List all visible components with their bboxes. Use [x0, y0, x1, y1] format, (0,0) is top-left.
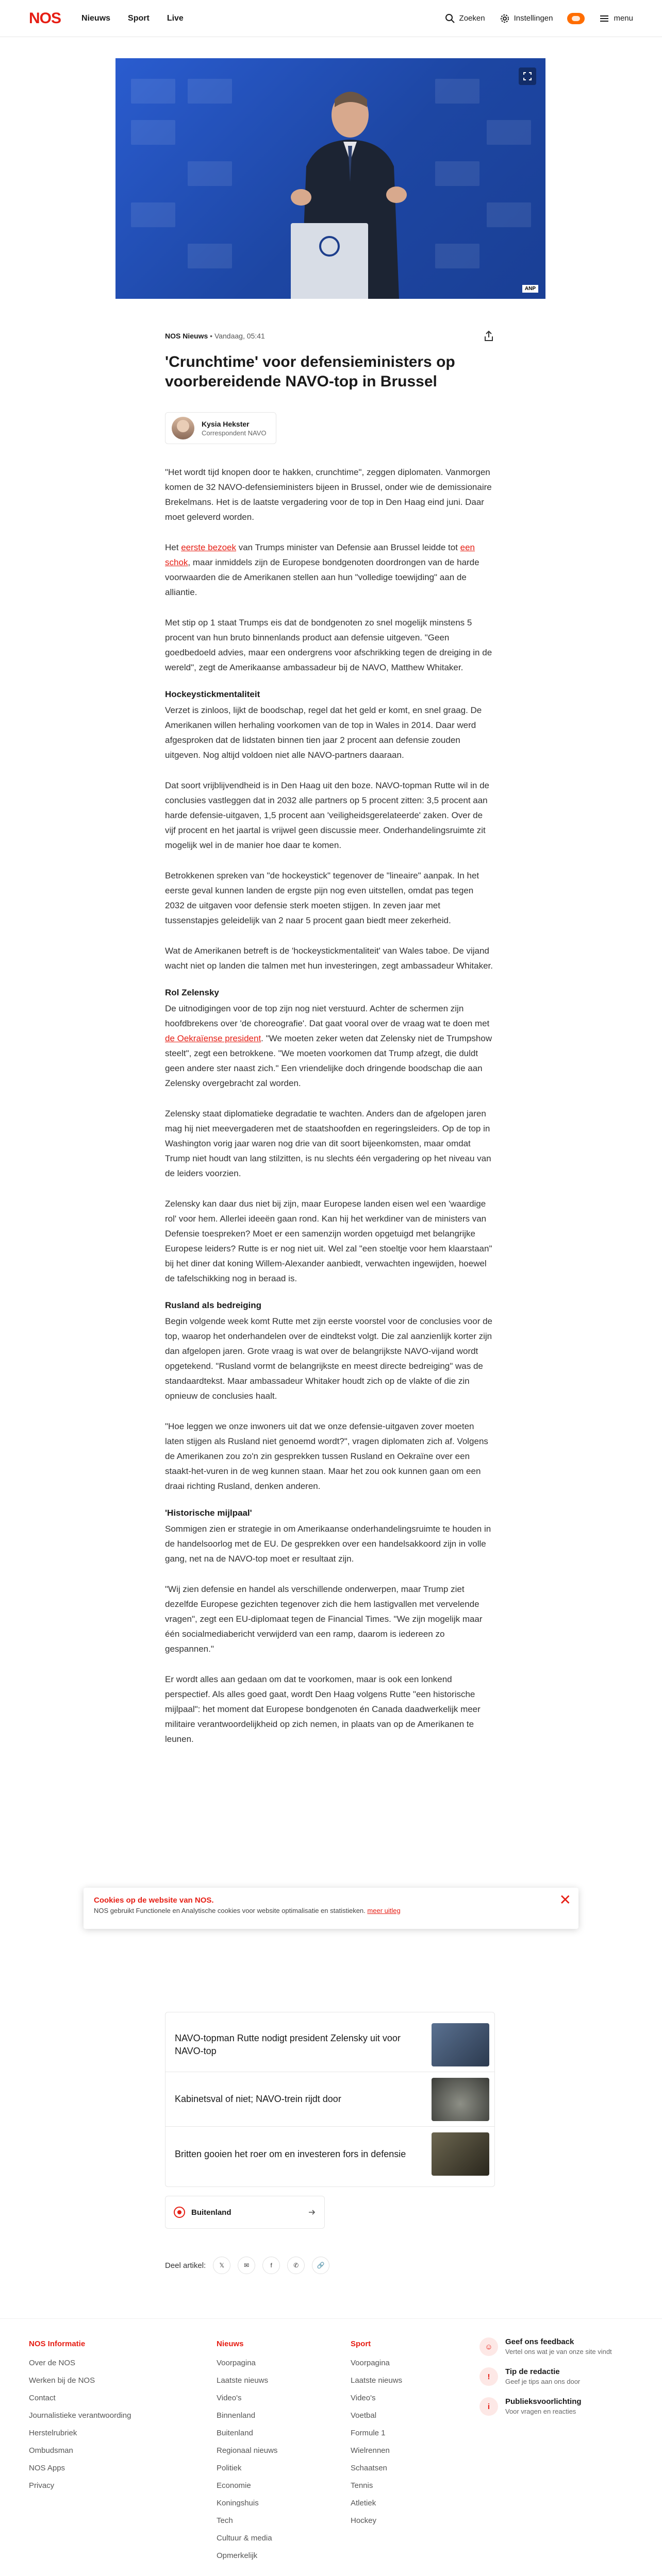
hamburger-icon — [599, 13, 609, 24]
footer-link[interactable]: Regionaal nieuws — [217, 2446, 278, 2455]
paragraph: Zelensky kan daar dus niet bij zijn, maar Europese landen eisen wel een 'waardige rol' voor hem. Allerlei ideeën gaan rond. Kan hij het werkdiner van de ministers van Defensie toespreken? Moet er een samenzijn worden opgetuigd met belangrijke Europese leiders? Rutte is er nog niet uit. Wel zal "een stoeltje voor hem klaarstaan" bij het diner dat koning Willem-Alexander aanbiedt, verwachten ingewijden, hoewel de tafelschikking nog in beraad is. — [165, 1199, 492, 1283]
subheading: 'Historische mijlpaal' — [165, 1508, 252, 1518]
cookie-title: Cookies op de website van NOS. — [94, 1896, 214, 1905]
site-header — [0, 0, 662, 37]
footer-link[interactable]: Atletiek — [351, 2499, 376, 2507]
footer-link[interactable]: Politiek — [217, 2464, 242, 2472]
footer-heading: Sport — [351, 2340, 371, 2348]
related-title: NAVO-topman Rutte nodigt president Zelensky uit voor NAVO-top — [175, 2032, 401, 2056]
footer-link[interactable]: Journalistieke verantwoording — [29, 2411, 131, 2420]
search-icon — [445, 13, 455, 24]
close-icon[interactable]: ✕ — [559, 1892, 571, 1908]
share-email-button[interactable]: ✉ — [238, 2257, 255, 2274]
paragraph: "Hoe leggen we onze inwoners uit dat we onze defensie-uitgaven zover moeten laten stijgen als Rusland niet genoemd wordt?", vragen diplomaten zich af. Volgens de Amerikanen zou zo'n zin gesprekken tussen Rusland en Oekraïne over een staakt-het-vuren in de weg kunnen staan. Maar het zou ook kunnen gaan om een draai richting Rusland, denken anderen. — [165, 1421, 488, 1491]
footer-link[interactable]: Hockey — [351, 2516, 377, 2525]
photo-credit: ANP — [522, 285, 538, 293]
tip-link[interactable]: ! Tip de redactie Geef je tips aan ons door — [479, 2367, 634, 2386]
fullscreen-icon — [523, 72, 532, 80]
nav-live[interactable]: Live — [167, 13, 184, 23]
related-article[interactable] — [166, 2127, 494, 2181]
footer-link[interactable]: Tech — [217, 2516, 233, 2525]
footer-link[interactable]: Voorpagina — [217, 2359, 256, 2367]
subheading: Hockeystickmentaliteit — [165, 689, 260, 699]
paragraph: Verzet is zinloos, lijkt de boodschap, regel dat het geld er komt, en snel graag. De Amerikanen willen herhaling voorkomen van de top in Wales in 2014. Daar werd afgesproken dat de lidstaten binnen tien jaar 2 procent aan defensie zouden uitgeven. Nog altijd voldoen niet alle NAVO-partners daaraan. — [165, 705, 482, 760]
live-icon — [572, 16, 580, 21]
article-source: NOS Nieuws — [165, 332, 208, 340]
related-thumbnail — [432, 2023, 489, 2066]
paragraph: "Wij zien defensie en handel als verschillende onderwerpen, maar Trump ziet dezelfde Europese gezichten tegenover zich die hem lastigvallen met vervelende vragen", zegt een EU-diplomaat tegen de Financial Times. "We zijn mogelijk maar één socialmediabericht verwijderd van een ramp, daarom is iedereen zo gespannen." — [165, 1584, 483, 1654]
footer-link[interactable]: Herstelrubriek — [29, 2429, 77, 2437]
nav-nieuws[interactable]: Nieuws — [81, 13, 111, 23]
paragraph: "Het wordt tijd knopen door te hakken, crunchtime", zeggen diplomaten. Vanmorgen komen de 32 NAVO-defensieministers bijeen in Brussel, onder wie de demissionaire Brekelmans. Het is de laatste vergadering voor de top in Den Haag eind juni. Daar moet geleverd worden. — [165, 467, 492, 522]
search-button[interactable] — [445, 13, 485, 24]
topic-tag-buitenland[interactable] — [165, 2196, 325, 2229]
nos-logo[interactable]: NOS — [29, 9, 61, 27]
article-meta: NOS Nieuws • Vandaag, 05:41 — [165, 332, 265, 340]
article-body — [165, 465, 495, 1747]
footer-link[interactable]: NOS Apps — [29, 2464, 65, 2472]
footer-link[interactable]: Wielrennen — [351, 2446, 390, 2455]
footer-link[interactable]: Voetbal — [351, 2411, 377, 2420]
cookie-text: NOS gebruikt Functionele en Analytische cookies voor website optimalisatie en statistieken. meer uitleg — [94, 1907, 401, 1914]
cookie-more-link[interactable]: meer uitleg — [367, 1907, 401, 1914]
footer-link[interactable]: Binnenland — [217, 2411, 256, 2420]
footer-link[interactable]: Video's — [351, 2394, 376, 2402]
related-article[interactable] — [166, 2018, 494, 2072]
inline-link[interactable]: een schok — [165, 543, 475, 567]
share-bar — [165, 2257, 329, 2274]
gear-icon — [500, 13, 510, 24]
footer-link[interactable]: Laatste nieuws — [351, 2376, 403, 2385]
share-icon[interactable] — [483, 330, 495, 342]
article-time: Vandaag, 05:41 — [214, 332, 265, 340]
footer-link[interactable]: Schaatsen — [351, 2464, 387, 2472]
expand-image-button[interactable] — [519, 67, 536, 85]
paragraph: Dat soort vrijblijvendheid is in Den Haag uit den boze. NAVO-topman Rutte wil in de conclusies vastleggen dat in 2032 alle partners op 5 procent zitten: 3,5 procent aan harde defensie-uitgaven, 1,5 procent aan 'veiligheidsgerelateerde' zaken. Over de vijf procent en het jaartal is vrijwel geen discussie meer. Onderhandelingsruimte zit mogelijk wel in de manier hoe daar te komen. — [165, 781, 489, 850]
author-role: Correspondent NAVO — [202, 429, 267, 437]
paragraph: Er wordt alles aan gedaan om dat te voorkomen, maar is ook een lonkend perspectief. Als alles goed gaat, wordt Den Haag volgens Rutte "een historische mijlpaal": het moment dat Europese bondgenoten én Canada daadwerkelijk meer militaire verantwoordelijkheid op zich nemen, in plaats van op de Amerikanen te leunen. — [165, 1674, 481, 1744]
footer-link[interactable]: Video's — [217, 2394, 242, 2402]
footer-link[interactable]: Laatste nieuws — [217, 2376, 269, 2385]
search-label: Zoeken — [459, 14, 485, 23]
paragraph: Begin volgende week komt Rutte met zijn eerste voorstel voor de conclusies voor de top, waarop het onderhandelen over de eindtekst volgt. Die zal aanzienlijk korter zijn dan afgelopen jaren. Grote vraag is wat over de belangrijkste NAVO-vijand wordt opgetekend. "Rusland vormt de belangrijkste en meest directe bedreiging" was de standaardtekst. Maar ambassadeur Whitaker houdt zich op de vlakte of die zin opnieuw de conclusies haalt. — [165, 1316, 492, 1401]
paragraph: De uitnodigingen voor de top zijn nog niet verstuurd. Achter de schermen zijn hoofdbrekens over 'de choreografie'. Dat gaat vooral over de vraag wat te doen met de Oekraïense president. "We moeten zeker weten dat Zelensky niet de Trumpshow steelt", zegt een betrokkene. "We moeten voorkomen dat Trump afzegt, die duldt geen andere ster naast zich." Een vriendelijke doch dringende boodschap die aan Zelensky overgebracht zal worden. — [165, 1004, 492, 1088]
info-icon: i — [479, 2397, 498, 2416]
subheading: Rol Zelensky — [165, 988, 219, 997]
tag-label: Buitenland — [191, 2208, 231, 2217]
related-thumbnail — [432, 2132, 489, 2176]
share-label: Deel artikel: — [165, 2261, 206, 2270]
footer-col-sport — [351, 2340, 402, 2530]
footer-link[interactable]: Privacy — [29, 2481, 55, 2490]
lightbulb-icon: ! — [479, 2367, 498, 2386]
footer-contact — [479, 2337, 634, 2427]
avatar — [172, 417, 194, 439]
related-article[interactable] — [166, 2072, 494, 2127]
footer-col-nieuws — [217, 2340, 277, 2565]
smiley-icon: ☺ — [479, 2337, 498, 2356]
paragraph: Betrokkenen spreken van "de hockeystick" tegenover de "lineaire" aanpak. In het eerste geval kunnen landen de ergste pijn nog even uitstellen, omdat pas tegen 2032 de uitgaven voor defensie sterk moeten stijgen. In zeven jaar met tussenstapjes geleidelijk van 2 naar 5 procent gaan biedt meer zekerheid. — [165, 871, 479, 925]
footer-link[interactable]: Contact — [29, 2394, 56, 2402]
settings-button[interactable] — [500, 13, 553, 24]
footer-heading: NOS Informatie — [29, 2340, 86, 2348]
paragraph: Zelensky staat diplomatieke degradatie te wachten. Anders dan de afgelopen jaren mag hij niet meevergaderen met de staatshoofden en regeringsleiders. Op de top in Washington vorig jaar waren nog drie van dit soort bijeenkomsten, maar omdat Trump niet houdt van lang stilzitten, is nu slechts één vergadering op het niveau van de leiders voorzien. — [165, 1109, 491, 1178]
footer-link[interactable]: Werken bij de NOS — [29, 2376, 95, 2385]
settings-label: Instellingen — [514, 14, 553, 23]
footer-col-info — [29, 2340, 131, 2495]
footer-link[interactable]: Tennis — [351, 2481, 373, 2490]
share-whatsapp-button[interactable]: ✆ — [287, 2257, 305, 2274]
article — [165, 330, 495, 1747]
paragraph: Wat de Amerikanen betreft is de 'hockeystickmentaliteit' van Wales taboe. De vijand wacht niet op landen die talmen met hun investeringen, zegt ambassadeur Whitaker. — [165, 946, 493, 971]
cookie-banner — [84, 1888, 578, 1929]
footer-link[interactable]: Cultuur & media — [217, 2534, 272, 2543]
inline-link[interactable]: eerste bezoek — [181, 543, 236, 552]
footer-link[interactable]: Opmerkelijk — [217, 2551, 258, 2560]
arrow-right-icon — [308, 2208, 316, 2216]
author-name: Kysia Hekster — [202, 419, 250, 428]
footer-link[interactable]: Over de NOS — [29, 2359, 76, 2367]
related-thumbnail — [432, 2078, 489, 2121]
site-footer — [0, 2318, 662, 2576]
share-x-button[interactable]: 𝕏 — [213, 2257, 230, 2274]
info-link[interactable]: i Publieksvoorlichting Voor vragen en reacties — [479, 2397, 634, 2416]
related-title: Kabinetsval of niet; NAVO-trein rijdt door — [175, 2094, 341, 2104]
footer-link[interactable]: Formule 1 — [351, 2429, 386, 2437]
hero-image — [115, 58, 545, 299]
share-facebook-button[interactable]: f — [262, 2257, 280, 2274]
author-card[interactable] — [165, 412, 276, 444]
footer-link[interactable]: Koningshuis — [217, 2499, 259, 2507]
subheading: Rusland als bedreiging — [165, 1300, 262, 1310]
paragraph: Met stip op 1 staat Trumps eis dat de bondgenoten zo snel mogelijk minstens 5 procent van hun bruto binnenlands product aan defensie uitgeven. "Geen goedbedoeld advies, maar een ondergrens voor afschrikking tegen de dreiging in de wereld", zegt de Amerikaanse ambassadeur bij de NAVO, Matthew Whitaker. — [165, 618, 492, 672]
live-toggle[interactable] — [567, 13, 585, 24]
footer-link[interactable]: Buitenland — [217, 2429, 253, 2437]
paragraph: Sommigen zien er strategie in om Amerikaanse onderhandelingsruimte te houden in de handelsoorlog met de EU. De gesprekken over een handelsakkoord zijn in volle gang, net na de NAVO-top moet er resultaat zijn. — [165, 1524, 491, 1564]
feedback-link[interactable]: ☺ Geef ons feedback Vertel ons wat je van onze site vindt — [479, 2337, 634, 2356]
related-articles — [165, 2012, 495, 2187]
footer-link[interactable]: Economie — [217, 2481, 251, 2490]
footer-link[interactable]: Voorpagina — [351, 2359, 390, 2367]
globe-icon — [174, 2207, 185, 2218]
nav-sport[interactable]: Sport — [128, 13, 150, 23]
footer-link[interactable]: Ombudsman — [29, 2446, 73, 2455]
inline-link[interactable]: de Oekraïense president — [165, 1033, 261, 1043]
related-title: Britten gooien het roer om en investeren fors in defensie — [175, 2148, 406, 2159]
article-headline: 'Crunchtime' voor defensieministers op voorbereidende NAVO-top in Brussel — [165, 353, 455, 390]
paragraph: Het eerste bezoek van Trumps minister van Defensie aan Brussel leidde tot een schok, maar inmiddels zijn de Europese bondgenoten doordrongen van de harde voorwaarden die de Amerikanen stellen aan hun "volledige toewijding" aan de alliantie. — [165, 543, 479, 597]
menu-label: menu — [614, 14, 633, 23]
footer-heading: Nieuws — [217, 2340, 244, 2348]
menu-button[interactable] — [599, 13, 633, 24]
share-link-button[interactable]: 🔗 — [312, 2257, 329, 2274]
main-nav — [81, 14, 184, 23]
